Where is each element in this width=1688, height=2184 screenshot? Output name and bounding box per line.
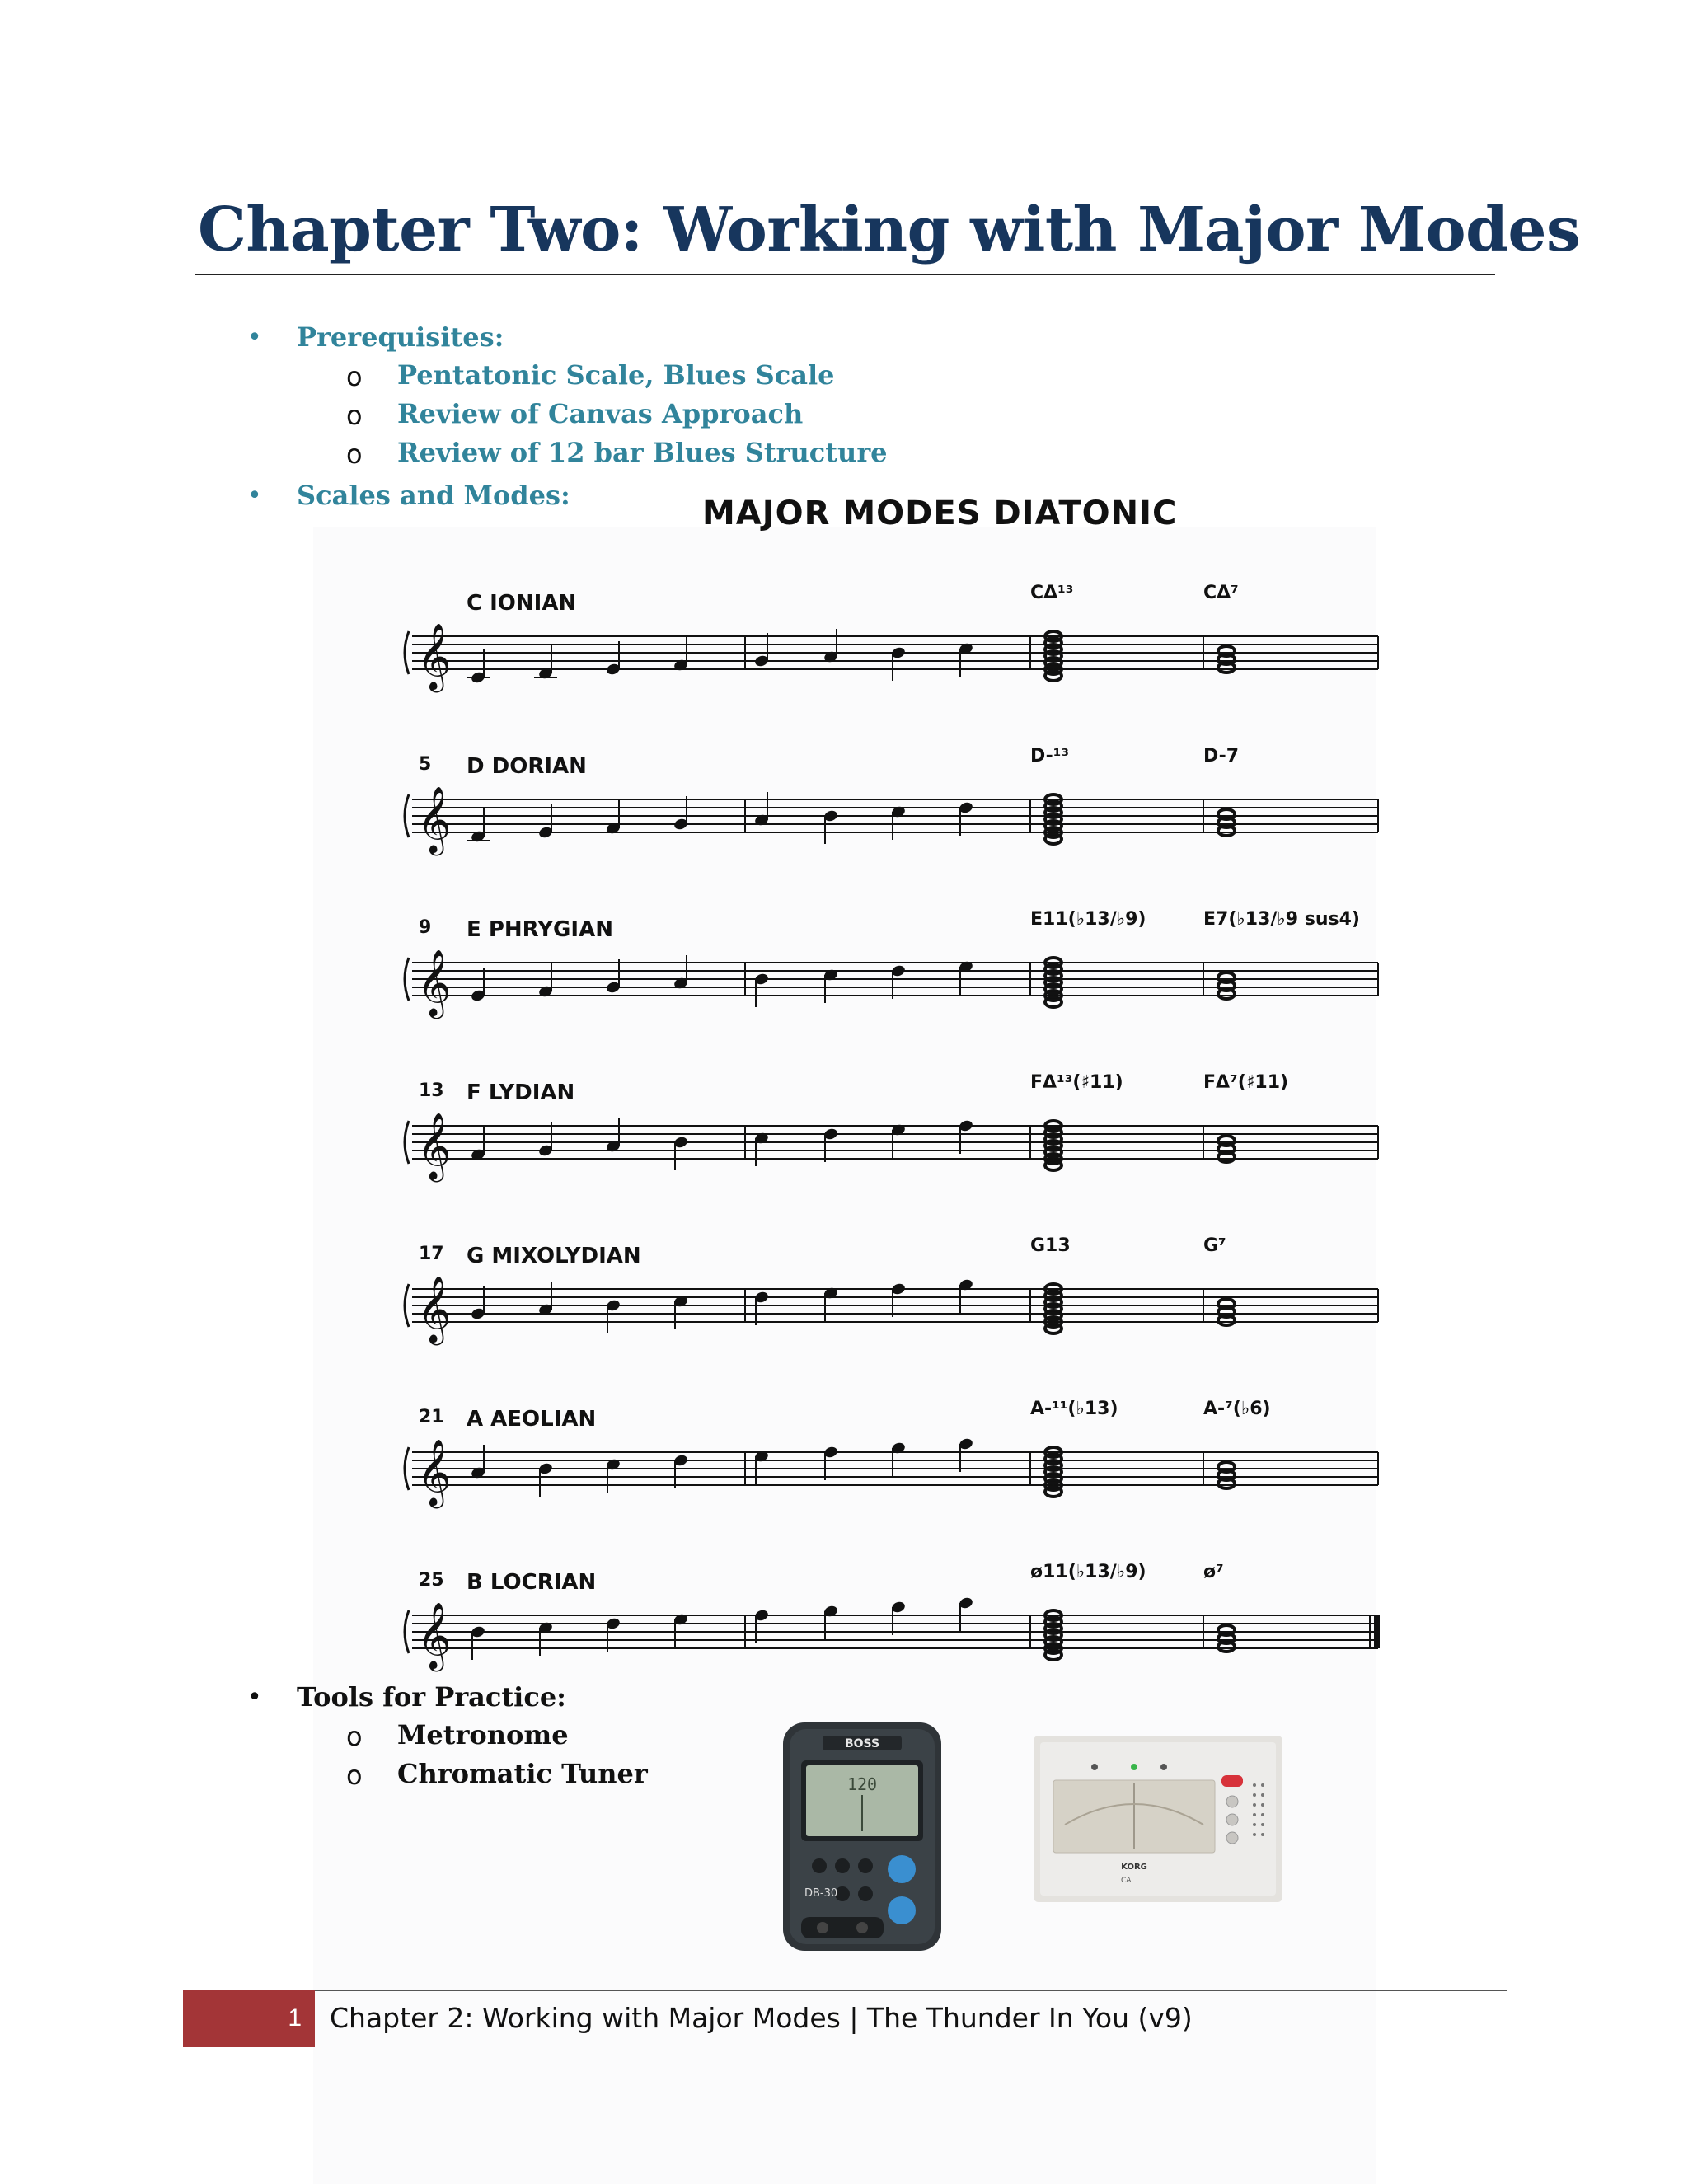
staff: [405, 746, 1378, 855]
scales-label: Scales and Modes:: [297, 480, 570, 511]
staff: [405, 1399, 1378, 1508]
mode-name: E PHRYGIAN: [467, 917, 613, 942]
metronome-image: [780, 1719, 945, 1954]
mode-name: B LOCRIAN: [467, 1570, 597, 1595]
chord-symbol: ø⁷: [1203, 1562, 1224, 1582]
metronome-display: 120: [846, 1774, 878, 1794]
staff: [405, 583, 1378, 692]
chord-symbol: E11(♭13/♭9): [1030, 909, 1146, 930]
prerequisite-item: Pentatonic Scale, Blues Scale: [397, 359, 835, 391]
tool-item-metronome: Metronome: [397, 1719, 569, 1750]
prerequisite-item: Review of 12 bar Blues Structure: [397, 437, 888, 468]
measure-number: 21: [419, 1407, 444, 1427]
chord-symbol: FΔ⁷(♯11): [1203, 1072, 1289, 1093]
chord-symbol: CΔ¹³: [1030, 583, 1074, 603]
metronome-brand: BOSS: [844, 1737, 880, 1750]
sheet-music-title: MAJOR MODES DIATONIC: [702, 494, 1178, 532]
chord-symbol: A-¹¹(♭13): [1030, 1399, 1118, 1419]
chord-symbol: CΔ⁷: [1203, 583, 1239, 603]
circle-bullet-icon: o: [346, 1760, 363, 1791]
tuner-model: CA: [1121, 1877, 1132, 1885]
staff: [405, 1562, 1380, 1671]
measure-number: 5: [419, 754, 432, 775]
mode-name: C IONIAN: [467, 591, 577, 616]
chord-symbol: G13: [1030, 1235, 1071, 1256]
mode-name: F LYDIAN: [467, 1080, 575, 1105]
prerequisite-item: Review of Canvas Approach: [397, 398, 804, 429]
measure-number: 13: [419, 1080, 444, 1101]
measure-number: 25: [419, 1570, 444, 1591]
staff: [405, 1235, 1378, 1345]
measure-number: 9: [419, 917, 432, 938]
mode-name: G MIXOLYDIAN: [467, 1244, 641, 1268]
treble-clef-icon: 𝄞: [417, 1275, 452, 1343]
tool-item-tuner: Chromatic Tuner: [397, 1758, 648, 1789]
treble-clef-icon: 𝄞: [417, 1601, 452, 1669]
staff: [405, 1072, 1378, 1182]
chord-symbol: D-7: [1203, 746, 1240, 766]
bullet-icon: •: [247, 323, 262, 352]
tools-label: Tools for Practice:: [297, 1681, 566, 1713]
mode-name: A AEOLIAN: [467, 1407, 597, 1432]
chord-symbol: ø11(♭13/♭9): [1030, 1562, 1146, 1582]
treble-clef-icon: 𝄞: [417, 785, 452, 853]
chord-symbol: FΔ¹³(♯11): [1030, 1072, 1123, 1093]
circle-bullet-icon: o: [346, 361, 363, 392]
circle-bullet-icon: o: [346, 438, 363, 470]
prerequisites-label: Prerequisites:: [297, 321, 504, 353]
circle-bullet-icon: o: [346, 400, 363, 431]
treble-clef-icon: 𝄞: [417, 1112, 452, 1179]
treble-clef-icon: 𝄞: [417, 1438, 452, 1506]
footer-page-number: 1: [288, 2004, 302, 2032]
chapter-title: Chapter Two: Working with Major Modes: [198, 194, 1581, 265]
staff: [405, 909, 1378, 1019]
measure-number: 17: [419, 1244, 444, 1264]
circle-bullet-icon: o: [346, 1721, 363, 1752]
chord-symbol: G⁷: [1203, 1235, 1226, 1256]
treble-clef-icon: 𝄞: [417, 622, 452, 690]
chord-symbol: A-⁷(♭6): [1203, 1399, 1271, 1419]
chord-symbol: D-¹³: [1030, 746, 1070, 766]
tuner-brand: KORG: [1121, 1863, 1147, 1872]
tuner-image: [1032, 1734, 1284, 1904]
bullet-icon: •: [247, 481, 262, 510]
chord-symbol: E7(♭13/♭9 sus4): [1203, 909, 1360, 930]
bullet-icon: •: [247, 1683, 262, 1712]
metronome-model: DB-30: [804, 1887, 838, 1900]
mode-name: D DORIAN: [467, 754, 587, 779]
footer-text: Chapter 2: Working with Major Modes | The Thunder In You (v9): [330, 2002, 1193, 2034]
treble-clef-icon: 𝄞: [417, 949, 452, 1016]
